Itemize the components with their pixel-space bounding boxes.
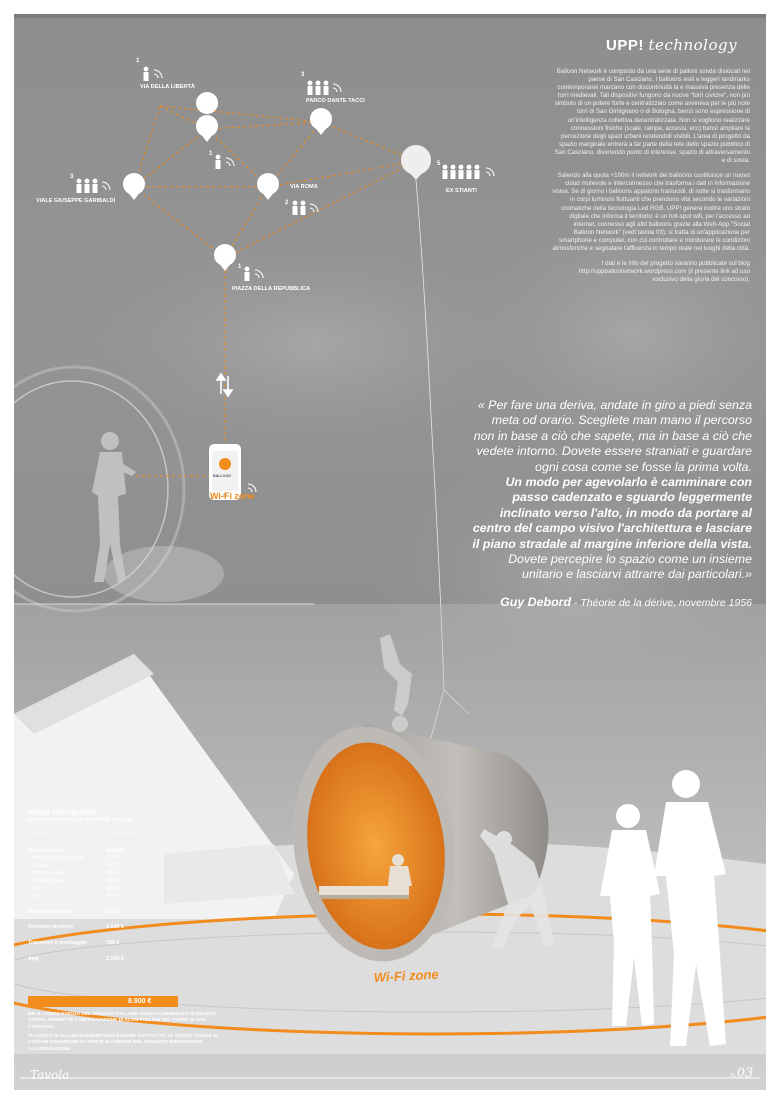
estimate-row-value: 150 € — [106, 862, 120, 869]
estimate-header — [28, 837, 146, 845]
wifi-zone-label: Wi-Fi zone — [210, 491, 255, 501]
estimate-row-label: App — [28, 955, 39, 962]
node-label-garibaldi: VIALE GIUSEPPE GARIBALDI — [36, 198, 116, 204]
col-cost: costo (+IVA) — [106, 837, 136, 843]
estimate-row — [28, 893, 146, 901]
node-label-ex-stianti: EX STIANTI — [446, 188, 477, 194]
footer-number — [730, 1066, 753, 1081]
project-description — [552, 68, 750, 291]
estimate-row-label: - Antenna radio — [28, 870, 65, 877]
estimate-row-value: 3.500 € — [106, 955, 124, 962]
estimate-row-value: 50 € — [106, 870, 117, 877]
cost-estimate — [28, 808, 188, 963]
app-name: BALLOON — [213, 474, 231, 478]
estimate-row — [28, 870, 146, 878]
debord-quote — [470, 398, 752, 611]
estimate-row-value: 600 € * — [106, 908, 124, 915]
quote-signature — [470, 595, 752, 611]
estimate-row-label: Pallone Sonda — [28, 847, 66, 854]
node-count: 1 — [209, 151, 213, 157]
footer-num: 03 — [736, 1066, 754, 1081]
estimate-row — [28, 878, 146, 886]
estimate-row-value: 100 € — [106, 877, 120, 884]
estimate-row-label: - Antenna Wi-Fi — [28, 877, 66, 884]
description-paragraph: Salendo alla quota +100m il network dei balloons costituisce un nuovo cloud mutevole e interconnesso che trasforma i dati in informazione visiva. Se di giorno i balloons appaiono traslucidi, di notte si trasformano in corpi luminosi fluttuanti che prendono vita secondo le variazioni cromatiche della tecnologia Led RGB. UPP! genera inoltre uno strato digitale che informa il territorio: è un hot-spot wifi, per l'accesso ad internet, connesso agli altri balloons grazie alla Web-App "Social Balloon Network" (vedi tavola 03); si tratta di un'applicazione per smartphone e computer, con cui controllare e monitorare le condizioni atmosferiche e segnalare l'affluenza in tempo reale nei luoghi della città. — [552, 172, 750, 252]
estimate-total: 8.900 € — [28, 996, 178, 1007]
quote-author: Guy Debord — [500, 594, 572, 609]
estimate-row — [28, 886, 146, 894]
ground-wifi-text: Wi-Fi zone — [373, 966, 439, 985]
estimate-row-label: Impianto elettrico — [28, 924, 73, 931]
estimate-row — [28, 924, 146, 932]
estimate-row-value: 1.000 € — [106, 924, 124, 931]
estimate-note: *IL COSTO DI ALCUNI ELEMENTI PUÒ ESSERE SOTTRATTO AL COSTO TOTALE IN CASO DI DONAZIONE DA PARTE DI AZIENDE DEL CEMENTO INTERESSATE ALL'OPERAZIONE. — [28, 1034, 219, 1052]
estimate-rows — [28, 848, 188, 964]
estimate-row-value: 400 € — [106, 885, 120, 892]
node-count: 3 — [301, 72, 305, 78]
estimate-row-label: - sistema di ancoraggio — [28, 855, 84, 862]
footer-num-prefix: n. — [730, 1071, 737, 1079]
estimate-title: STIMA PREVENTIVA — [28, 808, 98, 817]
estimate-row-label: Tubo in cemento — [28, 908, 71, 915]
estimate-row-label: - Elio — [28, 893, 41, 900]
estimate-row-label: - Cavi — [28, 885, 43, 892]
estimate-note: NB. IL COSTO ESIGUO DEL SINGOLO PALLONE SONDA CORREDATO DI QUANTO SOPRA, PERMETTE L'INSTALLAZIONE DI ALTRI PALLONI NEL PAESE DI SAN CASCIANO. — [28, 1012, 217, 1030]
node-label-piazza: PIAZZA DELLA REPUBBLICA — [232, 286, 311, 292]
node-count: 5 — [437, 161, 441, 167]
node-count: 1 — [136, 58, 140, 64]
node-label-via-liberta: VIA DELLA LIBERTÀ — [140, 84, 195, 90]
estimate-row-value: 200 € — [106, 893, 120, 900]
node-count: 2 — [285, 200, 289, 206]
title-italic: technology — [648, 36, 738, 54]
estimate-row-value: 200 € — [106, 855, 120, 862]
estimate-row — [28, 940, 146, 948]
estimate-row-value: 2.000 € — [106, 847, 124, 854]
estimate-row-label: Trasporto e montaggio — [28, 939, 87, 946]
estimate-row — [28, 956, 146, 964]
estimate-row — [28, 848, 146, 856]
quote-bold-text: Un modo per agevolarlo è camminare con passo cadenzato e sguardo leggermente inclinato verso l'alto, in modo da portare al centro del campo visivo l'architettura e lasciare il piano stradale al margine inferiore della vista. — [472, 475, 752, 551]
node-count: 1 — [238, 264, 242, 270]
node-label-parco: PARCO DANTE TACCI — [306, 98, 365, 104]
page-title — [606, 36, 737, 54]
estimate-row-value: 700 € — [106, 939, 120, 946]
quote-end-text: Dovete percepire lo spazio come un insieme unitario e lasciarvi attrarre dai particolari.» — [508, 552, 752, 582]
estimate-row — [28, 909, 146, 917]
node-count: 3 — [70, 174, 74, 180]
estimate-row — [28, 863, 146, 871]
quote-text: « Per fare una deriva, andate in giro a piedi senza meta od orario. Scegliete man mano il percorso non in base a ciò che sapete, ma in base a ciò che vedete intorno. Dovete essere straniati e guardare ogni cosa come se fosse la prima volta. — [473, 398, 752, 474]
quote-source: - Théorie de la dérive, novembre 1956 — [571, 596, 752, 609]
poster — [14, 14, 766, 1090]
node-label-via-roma: VIA ROMA — [290, 184, 318, 190]
col-element: Elemento — [28, 837, 51, 843]
title-bold: UPP! — [606, 37, 644, 54]
estimate-subtitle: (materiali e messa in opera IVA inclusa) — [28, 817, 133, 823]
description-paragraph: Balloon Network è composto da una serie di palloni sonda dislocati nel paese di San Casciano. I balloons esili e leggeri landmarks contemporanei marcano con discontinuità la e massiva presenza delle torri medievali. Tali dispositivi fungono da nuove "torri civiche", non più simbolo di un potere forte e centralizzato come avveniva per le più note torri di San Gimignano o di Bologna, bensì sono espressione di un'intelligenza collettiva decentralizzata. Non si vogliono realizzare connessioni fisiche (scale, rampe, accessi, ecc) bensì ampliare la percezione degli spazi urbani rendendoli visibili. L'area di progetto da spazio marginale entrerà a far parte della rete dello spazio pubblico di San Casciano, divenendo punto di interesse, spazio di attraversamento e di sosta. — [554, 68, 750, 165]
estimate-row — [28, 855, 146, 863]
footer-tavola: Tavola — [30, 1068, 70, 1082]
description-paragraph: I dati e le info del progetto saranno pubblicate sul blog http://uppballoonetwork.wordpress.com (il presente link ad uso esclusivo della giuria del concorso). — [578, 260, 750, 284]
estimate-row-label: - Sensori — [28, 862, 50, 869]
